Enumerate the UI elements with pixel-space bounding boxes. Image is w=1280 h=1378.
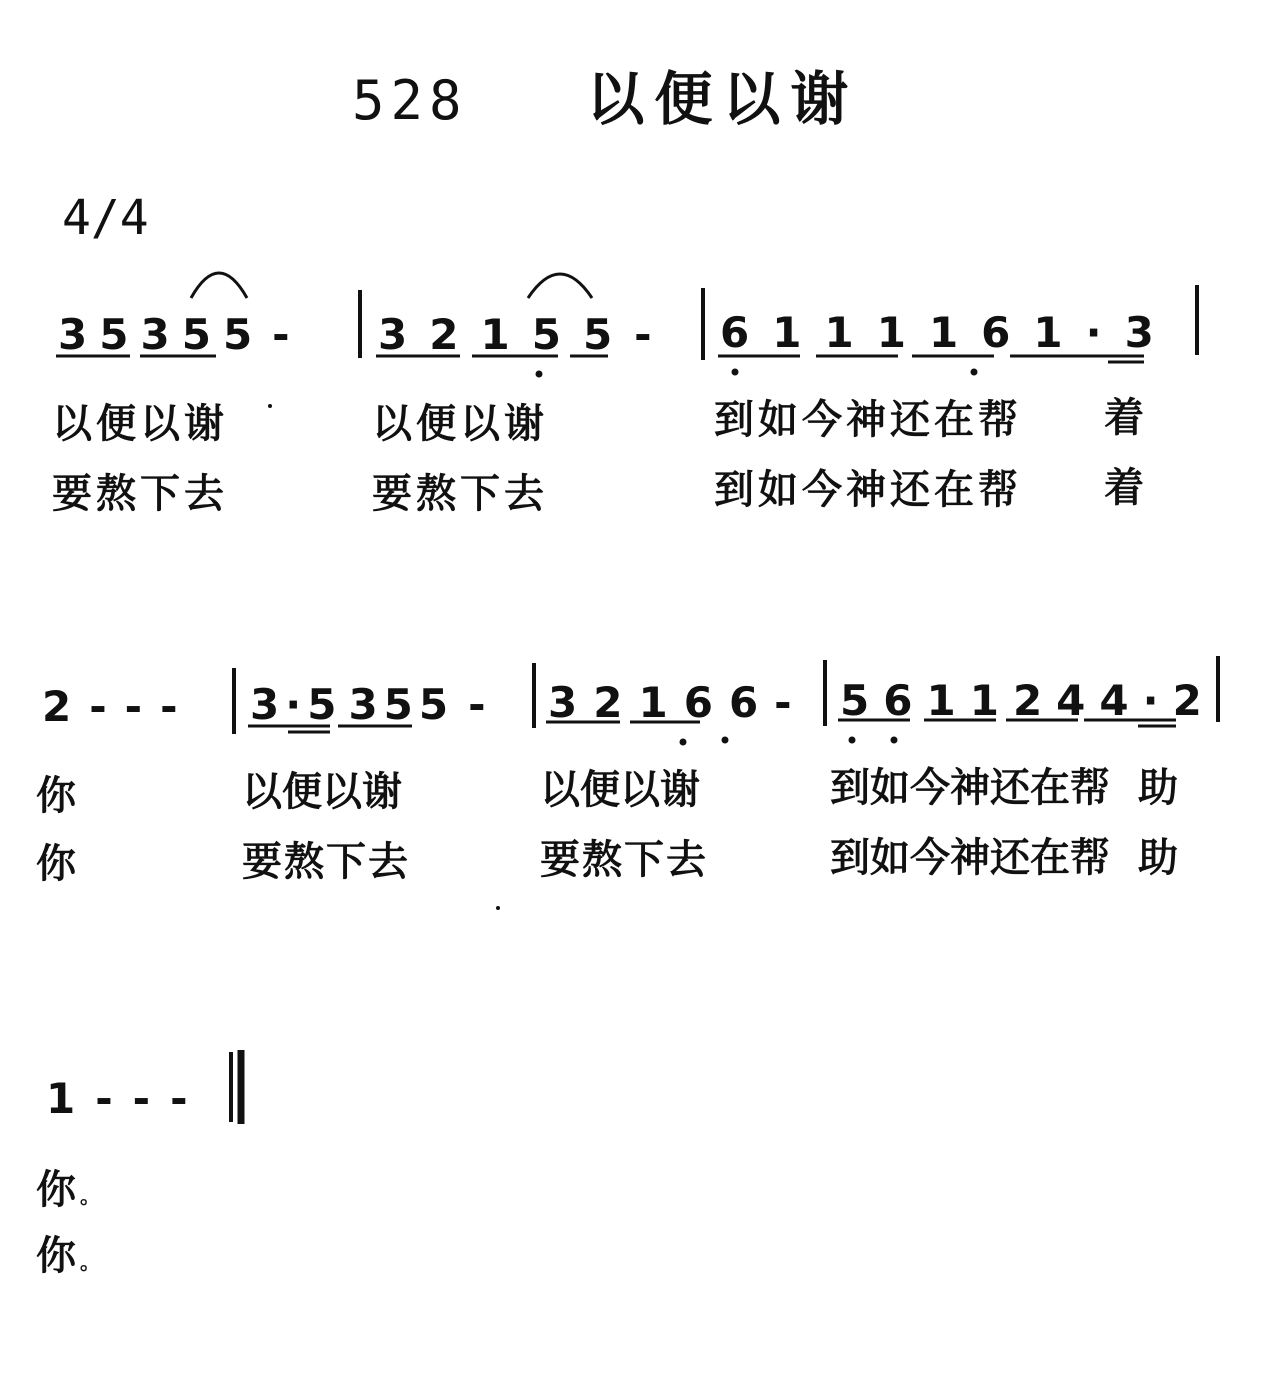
octave-dot: [722, 737, 729, 744]
line2-lyric-v1-m4: 到如今神还在帮: [830, 764, 1110, 811]
stray-dot: [496, 906, 500, 910]
line2-lyric-v1-m3: 以便以谢: [540, 766, 700, 813]
octave-dot: [536, 371, 543, 378]
measure-2-notes: 32155-: [378, 310, 674, 359]
octave-dot: [891, 737, 898, 744]
lyric-v2-m1: 要熬下去: [52, 470, 228, 517]
stray-dot: [268, 404, 272, 408]
lyric-v1-m2: 以便以谢: [372, 400, 548, 447]
slur-mark: [528, 274, 592, 298]
line3-lyric-v2: 你。: [36, 1232, 104, 1279]
lyric-v1-m3-end: 着: [1104, 394, 1148, 441]
line2-lyric-v1-m1: 你: [36, 772, 80, 819]
line2-lyric-v1-m4-end: 助: [1138, 764, 1182, 811]
measure-1-notes: 35355 -: [58, 310, 302, 359]
line3-lyric-v1: 你。: [36, 1166, 104, 1213]
lyric-v1-m1: 以便以谢: [52, 400, 228, 447]
lyric-v1-m3: 到如今神还在帮: [714, 396, 1022, 443]
line2-lyric-v2-m1: 你: [36, 840, 80, 887]
line2-lyric-v2-m4-end: 助: [1138, 834, 1182, 881]
line2-measure-2-notes: 3·5 355 -: [250, 680, 492, 729]
line2-lyric-v2-m3: 要熬下去: [540, 836, 708, 883]
lyric-v2-m3: 到如今神还在帮: [714, 466, 1022, 513]
song-number: 528: [352, 69, 468, 132]
octave-dot: [849, 737, 856, 744]
line2-lyric-v2-m2: 要熬下去: [242, 838, 410, 885]
line2-lyric-v1-m2: 以便以谢: [242, 768, 402, 815]
octave-dot: [732, 369, 739, 376]
octave-dot: [971, 369, 978, 376]
slur-mark: [191, 273, 247, 298]
lyric-v2-m3-end: 着: [1104, 464, 1148, 511]
line2-measure-1-notes: 2---: [42, 682, 196, 731]
line2-measure-4-notes: 5611244·2: [840, 676, 1216, 725]
line2-lyric-v2-m4: 到如今神还在帮: [830, 834, 1110, 881]
song-name: 以便以谢: [586, 65, 859, 133]
measure-3-notes: 6111161·3: [720, 308, 1177, 357]
lyric-v2-m2: 要熬下去: [372, 470, 548, 517]
octave-dot: [680, 739, 687, 746]
time-signature: 4/4: [62, 190, 149, 246]
line2-measure-3-notes: 32166-: [548, 678, 808, 727]
line3-measure-1-notes: 1---: [46, 1074, 208, 1123]
